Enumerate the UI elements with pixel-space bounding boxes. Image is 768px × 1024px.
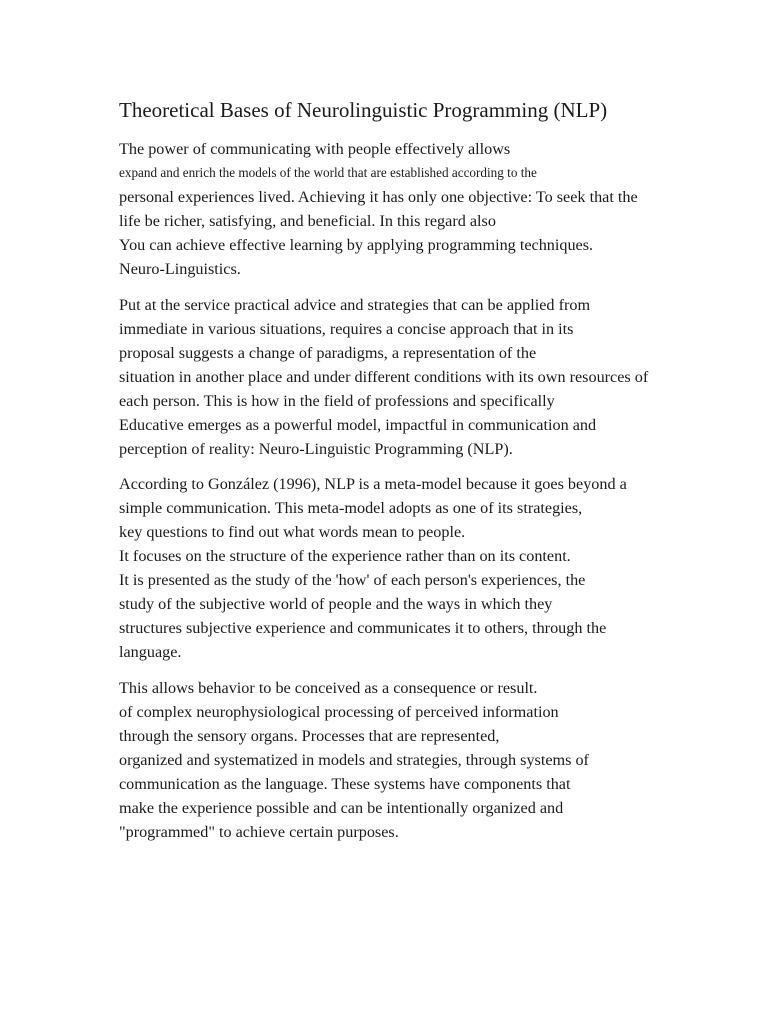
text-line: proposal suggests a change of paradigms, a representation of the	[119, 344, 537, 362]
text-line: each person. This is how in the field of professions and specifically	[119, 392, 555, 410]
text-line: According to González (1996), NLP is a meta-model because it goes beyond a	[119, 475, 627, 493]
text-line: This allows behavior to be conceived as a consequence or result.	[119, 679, 538, 697]
paragraph-4	[119, 676, 589, 844]
text-line: It is presented as the study of the 'how' of each person's experiences, the	[119, 571, 586, 589]
text-line: "programmed" to achieve certain purposes.	[119, 823, 399, 841]
text-line: It focuses on the structure of the experience rather than on its content.	[119, 547, 571, 565]
text-line: life be richer, satisfying, and beneficial. In this regard also	[119, 212, 496, 230]
text-line: communication as the language. These systems have components that	[119, 775, 571, 793]
text-line: organized and systematized in models and strategies, through systems of	[119, 751, 589, 769]
text-line: through the sensory organs. Processes that are represented,	[119, 727, 500, 745]
text-line: personal experiences lived. Achieving it has only one objective: To seek that the	[119, 188, 638, 206]
text-line: make the experience possible and can be intentionally organized and	[119, 799, 564, 817]
text-line: You can achieve effective learning by applying programming techniques.	[119, 236, 594, 254]
text-line: immediate in various situations, requires a concise approach that in its	[119, 320, 574, 338]
paragraph-1	[119, 137, 638, 281]
paragraph-2	[119, 293, 648, 461]
text-line: Neuro-Linguistics.	[119, 260, 241, 278]
document-title: Theoretical Bases of Neurolinguistic Programming (NLP)	[119, 98, 608, 122]
text-line: situation in another place and under different conditions with its own resources of	[119, 368, 649, 386]
text-line: Educative emerges as a powerful model, impactful in communication and	[119, 416, 597, 434]
paragraph-3	[119, 472, 627, 664]
text-line: structures subjective experience and communicates it to others, through the	[119, 619, 607, 637]
text-line: key questions to find out what words mean to people.	[119, 523, 466, 541]
text-line: Put at the service practical advice and strategies that can be applied from	[119, 296, 591, 314]
text-line: simple communication. This meta-model adopts as one of its strategies,	[119, 499, 583, 517]
text-line: The power of communicating with people effectively allows	[119, 140, 511, 158]
text-line: expand and enrich the models of the world that are established according to the	[119, 165, 537, 180]
text-line: perception of reality: Neuro-Linguistic Programming (NLP).	[119, 440, 513, 458]
text-line: language.	[119, 643, 182, 661]
text-line: of complex neurophysiological processing of perceived information	[119, 703, 559, 721]
text-line: study of the subjective world of people and the ways in which they	[119, 595, 553, 613]
